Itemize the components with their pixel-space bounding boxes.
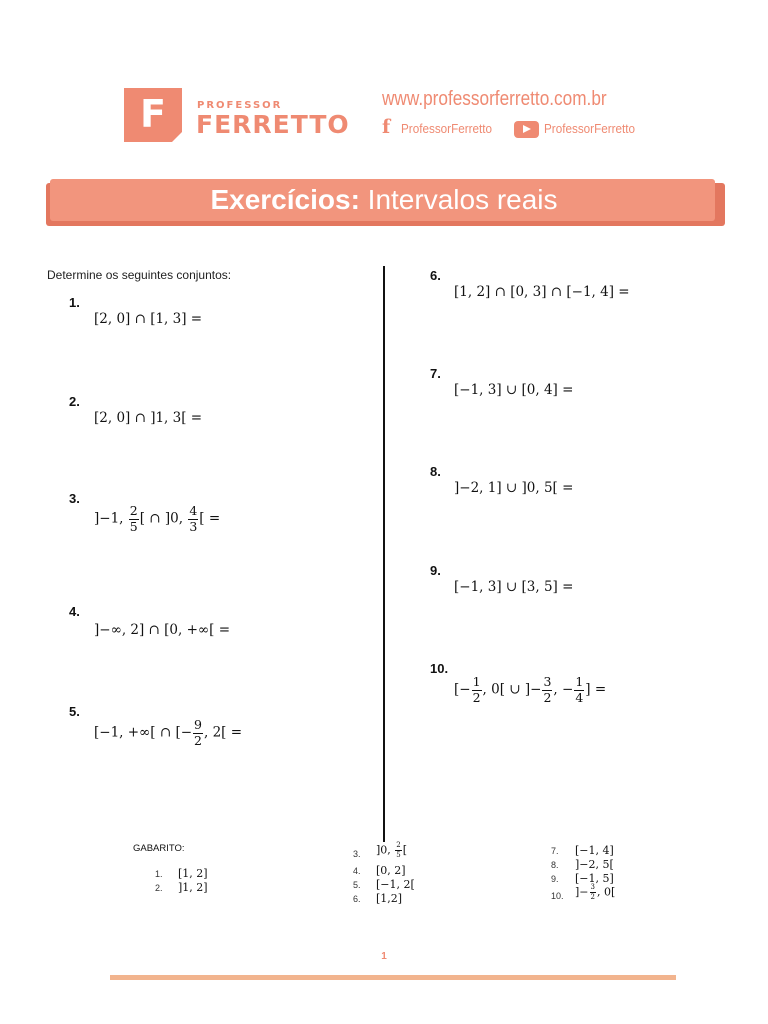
exercise-1-expression: [2, 0] ∩ [1, 3] = (94, 311, 203, 327)
answer-7-value: [−1, 4] (575, 844, 614, 857)
logo-letter: F (140, 92, 166, 136)
answer-8-number: 8. (551, 860, 559, 870)
footer-rule (110, 975, 676, 980)
exercise-7-expression: [−1, 3] ∪ [0, 4] = (454, 382, 574, 398)
exercise-9-expression: [−1, 3] ∪ [3, 5] = (454, 579, 574, 595)
exercise-7-number: 7. (430, 366, 441, 381)
answer-2-value: ]1, 2] (178, 881, 208, 894)
youtube-link[interactable]: ProfessorFerretto (544, 121, 636, 136)
answer-3-number: 3. (353, 849, 361, 859)
answer-4-value: [0, 2] (376, 864, 406, 877)
answer-9-number: 9. (551, 874, 559, 884)
brand-name: FERRETTO (196, 110, 350, 139)
facebook-link[interactable]: ProfessorFerretto (401, 121, 493, 136)
answer-1-number: 1. (155, 869, 163, 879)
answer-8-value: ]−2, 5[ (575, 858, 614, 871)
exercise-1-number: 1. (69, 295, 80, 310)
instructions: Determine os seguintes conjuntos: (47, 268, 232, 282)
exercise-2-expression: [2, 0] ∩ ]1, 3[ = (94, 410, 203, 426)
answer-5-number: 5. (353, 880, 361, 890)
facebook-icon: f (382, 116, 391, 138)
answer-10-value: ]− $\frac{3}{2}$ , 0[ (575, 883, 616, 901)
exercise-5-number: 5. (69, 704, 80, 719)
answer-9-value: [−1, 5] (575, 872, 614, 885)
answer-5-value: [−1, 2[ (376, 878, 415, 891)
answer-6-value: [1,2] (376, 892, 403, 905)
exercise-2-number: 2. (69, 394, 80, 409)
website-link[interactable]: www.professorferretto.com.br (382, 88, 607, 110)
answer-4-number: 4. (353, 866, 361, 876)
answer-key-title: GABARITO: (133, 843, 185, 854)
answer-1-value: [1, 2] (178, 867, 208, 880)
exercise-3-expression: ]−1, $\frac{2}{5}$ [ ∩ ]0, $\frac{4}{3}$ [ = (94, 503, 221, 534)
exercise-10-number: 10. (430, 661, 449, 676)
exercise-4-number: 4. (69, 604, 80, 619)
column-divider (383, 266, 385, 842)
exercise-8-expression: ]−2, 1] ∪ ]0, 5[ = (454, 480, 574, 496)
answer-10-number: 10. (551, 891, 564, 901)
exercise-3-number: 3. (69, 491, 80, 506)
exercise-6-number: 6. (430, 268, 441, 283)
exercise-5-expression: [−1, +∞[ ∩ [− $\frac{9}{2}$ , 2[ = (94, 717, 243, 748)
exercise-4-expression: ]−∞, 2] ∩ [0, +∞[ = (94, 622, 231, 638)
answer-3-value: ]0, $\frac{2}{5}$ [ (376, 841, 408, 859)
exercise-8-number: 8. (430, 464, 441, 479)
exercise-6-expression: [1, 2] ∩ [0, 3] ∩ [−1, 4] = (454, 284, 630, 300)
answer-2-number: 2. (155, 883, 163, 893)
brand-subtitle: PROFESSOR (197, 100, 283, 111)
exercise-9-number: 9. (430, 563, 441, 578)
page-title: Exercícios: Intervalos reais (210, 184, 558, 215)
youtube-icon (514, 121, 539, 138)
page-number: 1 (381, 951, 387, 962)
answer-6-number: 6. (353, 894, 361, 904)
answer-7-number: 7. (551, 846, 559, 856)
exercise-10-expression: [− $\frac{1}{2}$ , 0[ ∪ ]− $\frac{3}{2}$ , − $\frac{1}{4}$ ] = (454, 674, 607, 705)
